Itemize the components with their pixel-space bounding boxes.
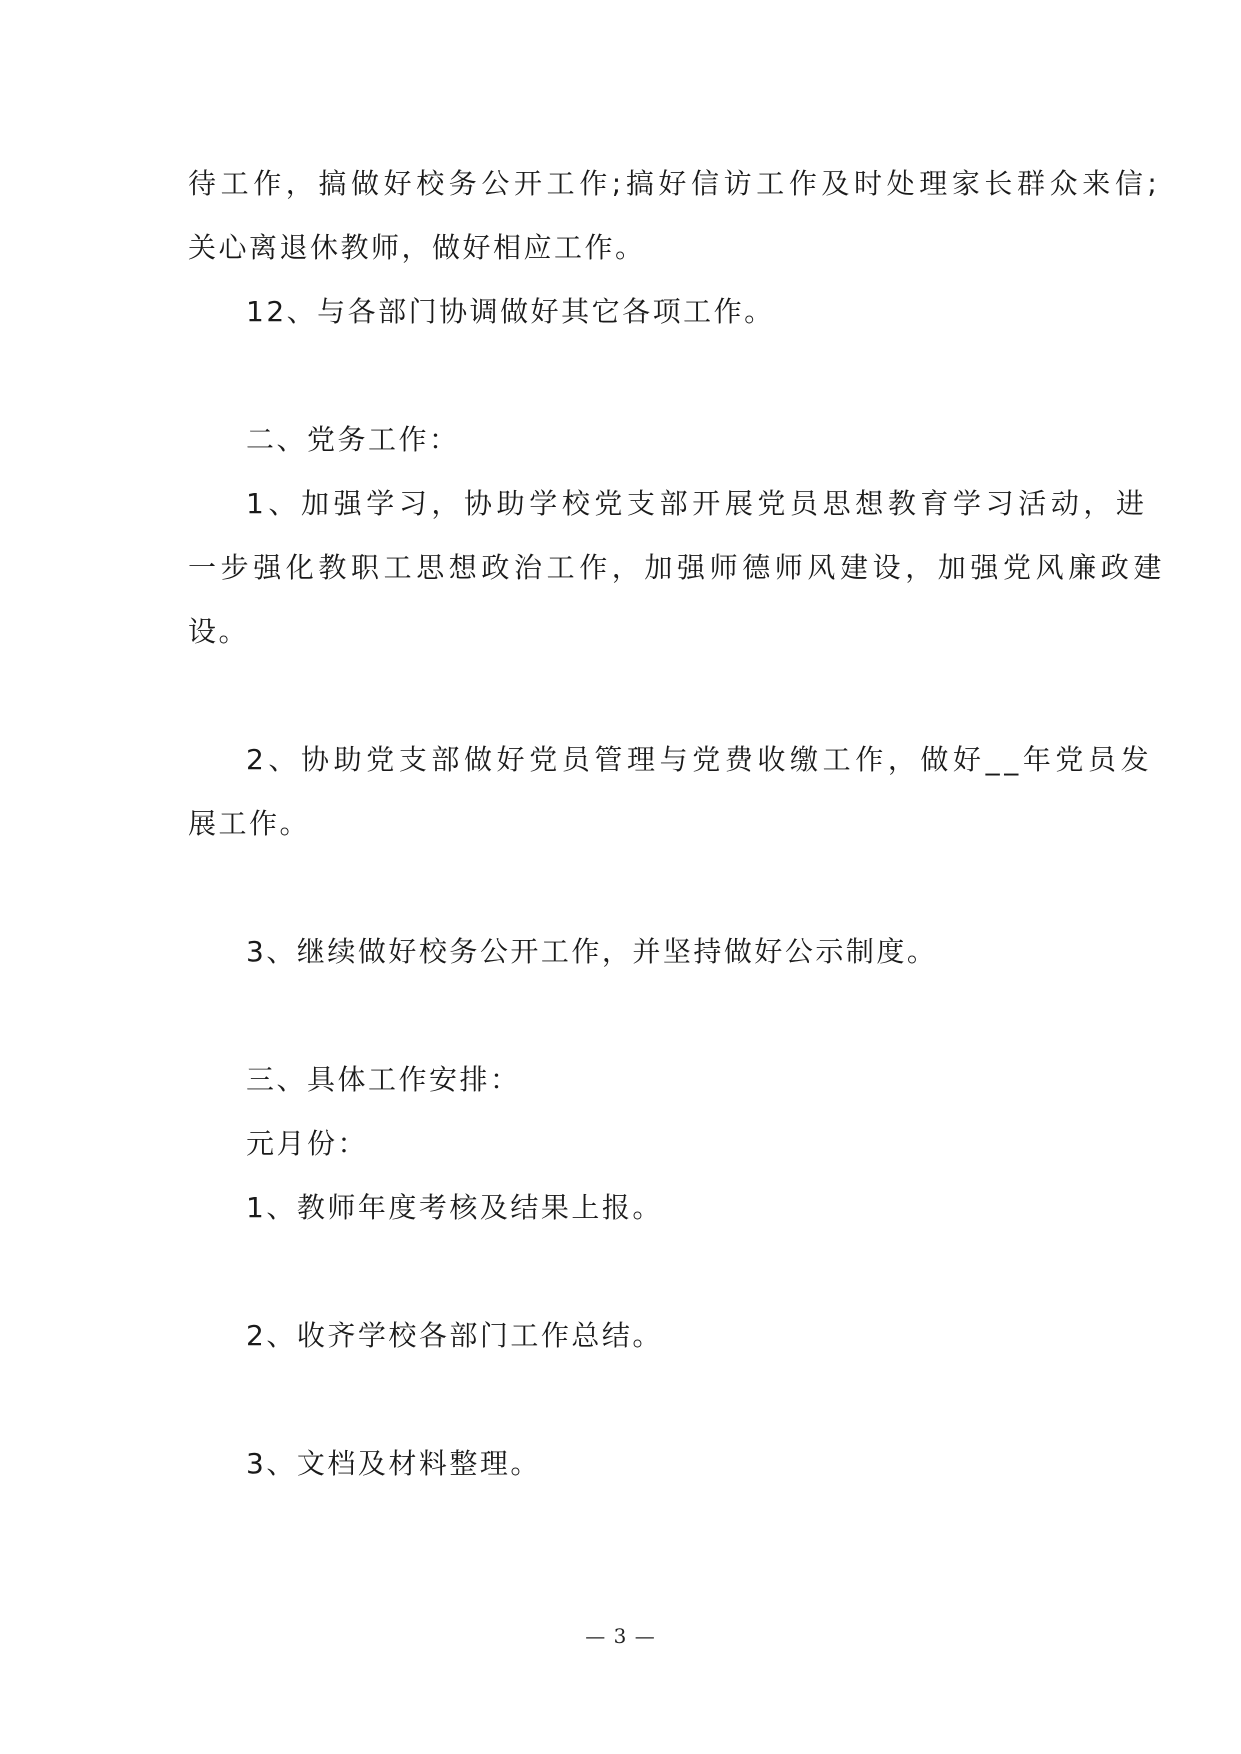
text-line: 关心离退休教师，做好相应工作。	[188, 231, 646, 264]
list-item-3: 3、继续做好校务公开工作，并坚持做好公示制度。	[246, 935, 938, 968]
month-heading-january: 元月份：	[246, 1127, 369, 1160]
list-item-1: 1、加强学习，协助学校党支部开展党员思想教育学习活动，进	[246, 487, 1149, 520]
text-line: 待工作，搞做好校务公开工作;搞好信访工作及时处理家长群众来信;	[188, 167, 1162, 200]
list-item-2: 2、协助党支部做好党员管理与党费收缴工作，做好__年党员发	[246, 743, 1154, 776]
section-heading-party-affairs: 二、党务工作：	[246, 423, 460, 456]
text-line: 设。	[188, 615, 250, 648]
text-line: 展工作。	[188, 807, 311, 840]
list-item-1: 1、教师年度考核及结果上报。	[246, 1191, 663, 1224]
list-item-3: 3、文档及材料整理。	[246, 1447, 541, 1480]
text-line: 一步强化教职工思想政治工作，加强师德师风建设，加强党风廉政建	[188, 551, 1167, 584]
list-item-12: 12、与各部门协调做好其它各项工作。	[246, 295, 775, 328]
section-heading-schedule: 三、具体工作安排：	[246, 1063, 521, 1096]
page-number: — 3 —	[585, 1624, 656, 1648]
list-item-2: 2、收齐学校各部门工作总结。	[246, 1319, 663, 1352]
